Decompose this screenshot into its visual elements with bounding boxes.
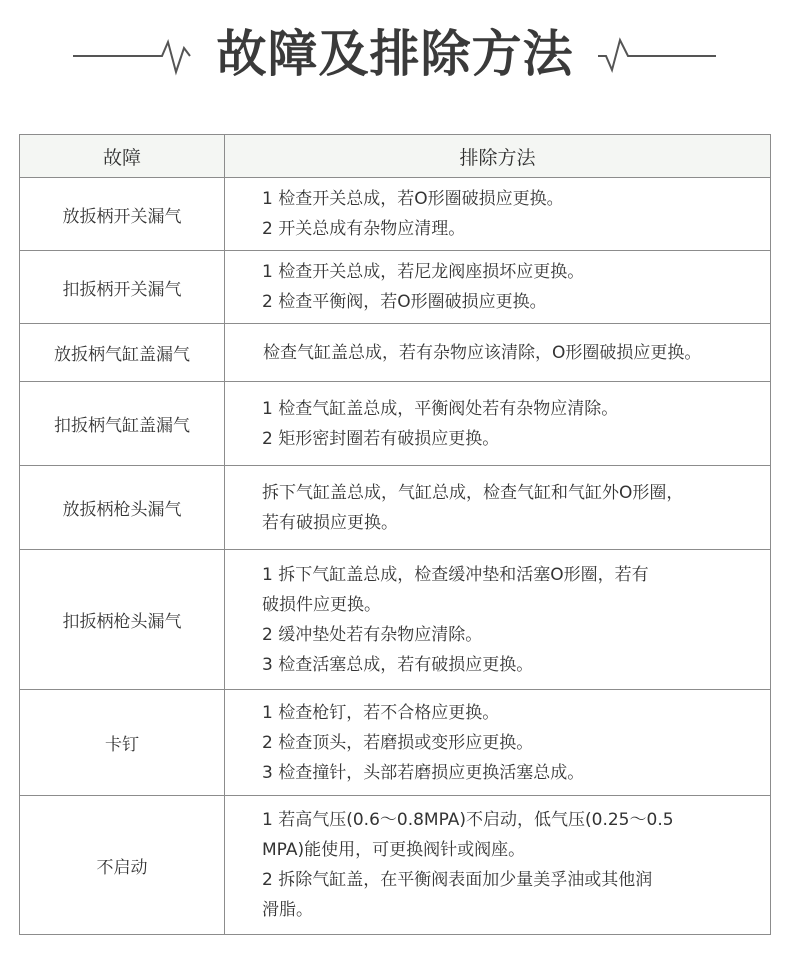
method-cell (225, 550, 771, 690)
method-line: 2 矩形密封圈若有破损应更换。 (262, 428, 500, 449)
table-row (20, 382, 771, 466)
method-line: 1 检查气缸盖总成，平衡阀处若有杂物应清除。 (262, 398, 619, 419)
fault-cell: 不启动 (20, 796, 225, 935)
table-row (20, 466, 771, 550)
fault-cell: 扣扳柄气缸盖漏气 (20, 382, 225, 466)
troubleshooting-table (19, 134, 771, 935)
header-fault: 故障 (20, 135, 225, 178)
method-cell (225, 251, 771, 324)
method-line: 2 检查平衡阀，若O形圈破损应更换。 (262, 292, 547, 312)
method-line: 滑脂。 (262, 900, 313, 920)
method-cell (225, 382, 771, 466)
title-banner (0, 0, 790, 112)
method-line: 3 检查撞针，头部若磨损应更换活塞总成。 (262, 762, 585, 783)
fault-cell: 放扳柄枪头漏气 (20, 466, 225, 550)
fault-cell: 卡钉 (20, 690, 225, 796)
table-row (20, 324, 771, 382)
method-line: 2 检查顶头，若磨损或变形应更换。 (262, 732, 534, 753)
method-line: 3 检查活塞总成，若有破损应更换。 (262, 654, 534, 675)
fault-cell: 放扳柄气缸盖漏气 (20, 324, 225, 382)
method-line: 1 检查开关总成，若尼龙阀座损坏应更换。 (262, 262, 585, 282)
table-row (20, 690, 771, 796)
header-method: 排除方法 (225, 135, 771, 178)
method-line: 1 检查开关总成，若O形圈破损应更换。 (262, 189, 564, 209)
method-line: 破损件应更换。 (262, 594, 381, 615)
method-line: 2 开关总成有杂物应清理。 (262, 219, 466, 239)
table-row (20, 550, 771, 690)
table-row (20, 178, 771, 251)
method-cell (225, 466, 771, 550)
table-row (20, 251, 771, 324)
fault-cell: 扣扳柄开关漏气 (20, 251, 225, 324)
table-row (20, 796, 771, 935)
table-header-row (20, 135, 771, 178)
fault-cell: 放扳柄开关漏气 (20, 178, 225, 251)
method-line: 2 缓冲垫处若有杂物应清除。 (262, 624, 483, 645)
method-cell (225, 178, 771, 251)
page-title: 故障及排除方法 (216, 25, 574, 83)
method-line: 1 若高气压(0.6～0.8MPA)不启动，低气压(0.25～0.5 (262, 810, 674, 830)
method-cell (225, 690, 771, 796)
method-cell (225, 324, 771, 382)
method-line: 1 拆下气缸盖总成，检查缓冲垫和活塞O形圈，若有 (262, 564, 649, 585)
method-line: 1 检查枪钉，若不合格应更换。 (262, 702, 500, 723)
fault-cell: 扣扳柄枪头漏气 (20, 550, 225, 690)
method-line: 2 拆除气缸盖，在平衡阀表面加少量美孚油或其他润 (262, 870, 653, 890)
method-line: 若有破损应更换。 (262, 512, 398, 533)
method-line: 拆下气缸盖总成，气缸总成，检查气缸和气缸外O形圈， (262, 482, 684, 503)
method-line: 检查气缸盖总成，若有杂物应该清除，O形圈破损应更换。 (263, 342, 702, 363)
method-line: MPA)能使用，可更换阀针或阀座。 (262, 840, 526, 860)
method-cell (225, 796, 771, 935)
